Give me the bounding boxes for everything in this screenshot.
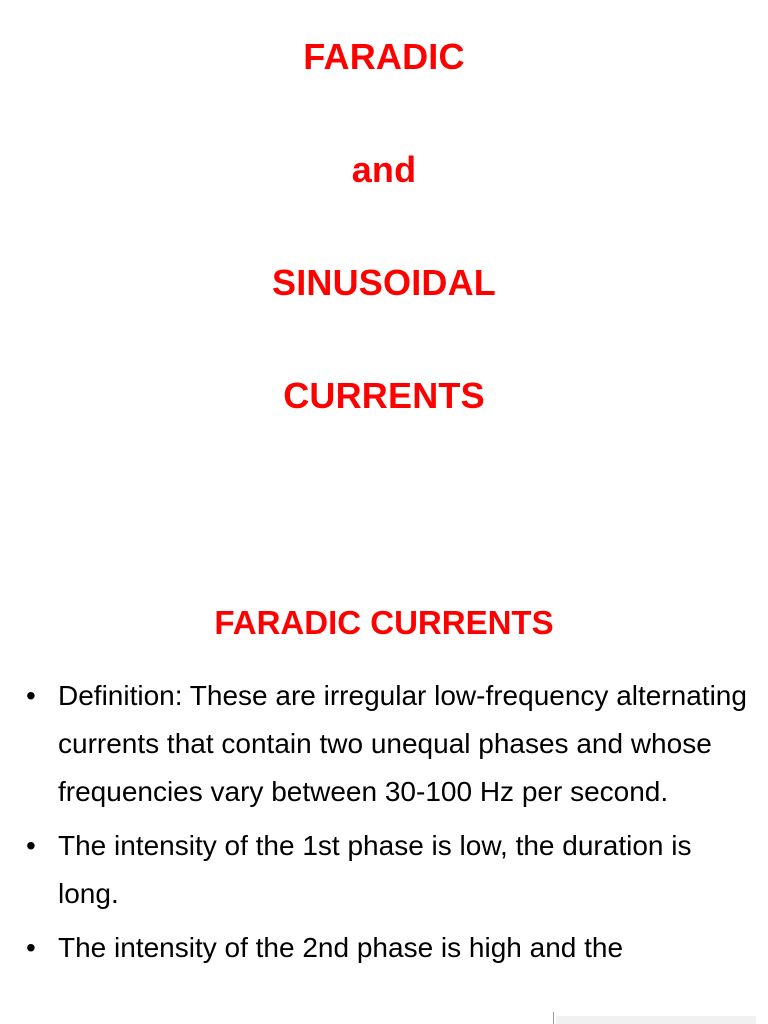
page-edge-shadow — [556, 1016, 756, 1024]
bullet-item-first-phase — [0, 822, 768, 918]
bullet-dot-icon: • — [26, 830, 36, 861]
section-heading-faradic-currents: FARADIC CURRENTS — [214, 604, 554, 641]
bullet-list — [0, 672, 768, 978]
title-line-sinusoidal: SINUSOIDAL — [271, 262, 496, 303]
bullet-text: The intensity of the 2nd phase is high and the — [58, 932, 624, 963]
bullet-item-second-phase — [0, 924, 768, 972]
bullet-dot-icon: • — [26, 680, 36, 711]
bullet-item-definition — [0, 672, 768, 816]
bullet-text: The intensity of the 1st phase is low, the duration is long. — [58, 830, 692, 909]
bullet-dot-icon: • — [26, 932, 36, 963]
bullet-text: Definition: These are irregular low-frequency alternating currents that contain two unequal phases and whose frequencies vary between 30-100 Hz per second. — [58, 680, 747, 807]
title-line-faradic: FARADIC — [303, 36, 465, 77]
title-line-currents: CURRENTS — [283, 375, 485, 416]
title-line-and: and — [351, 149, 417, 190]
text-cursor-marker — [553, 1012, 554, 1024]
